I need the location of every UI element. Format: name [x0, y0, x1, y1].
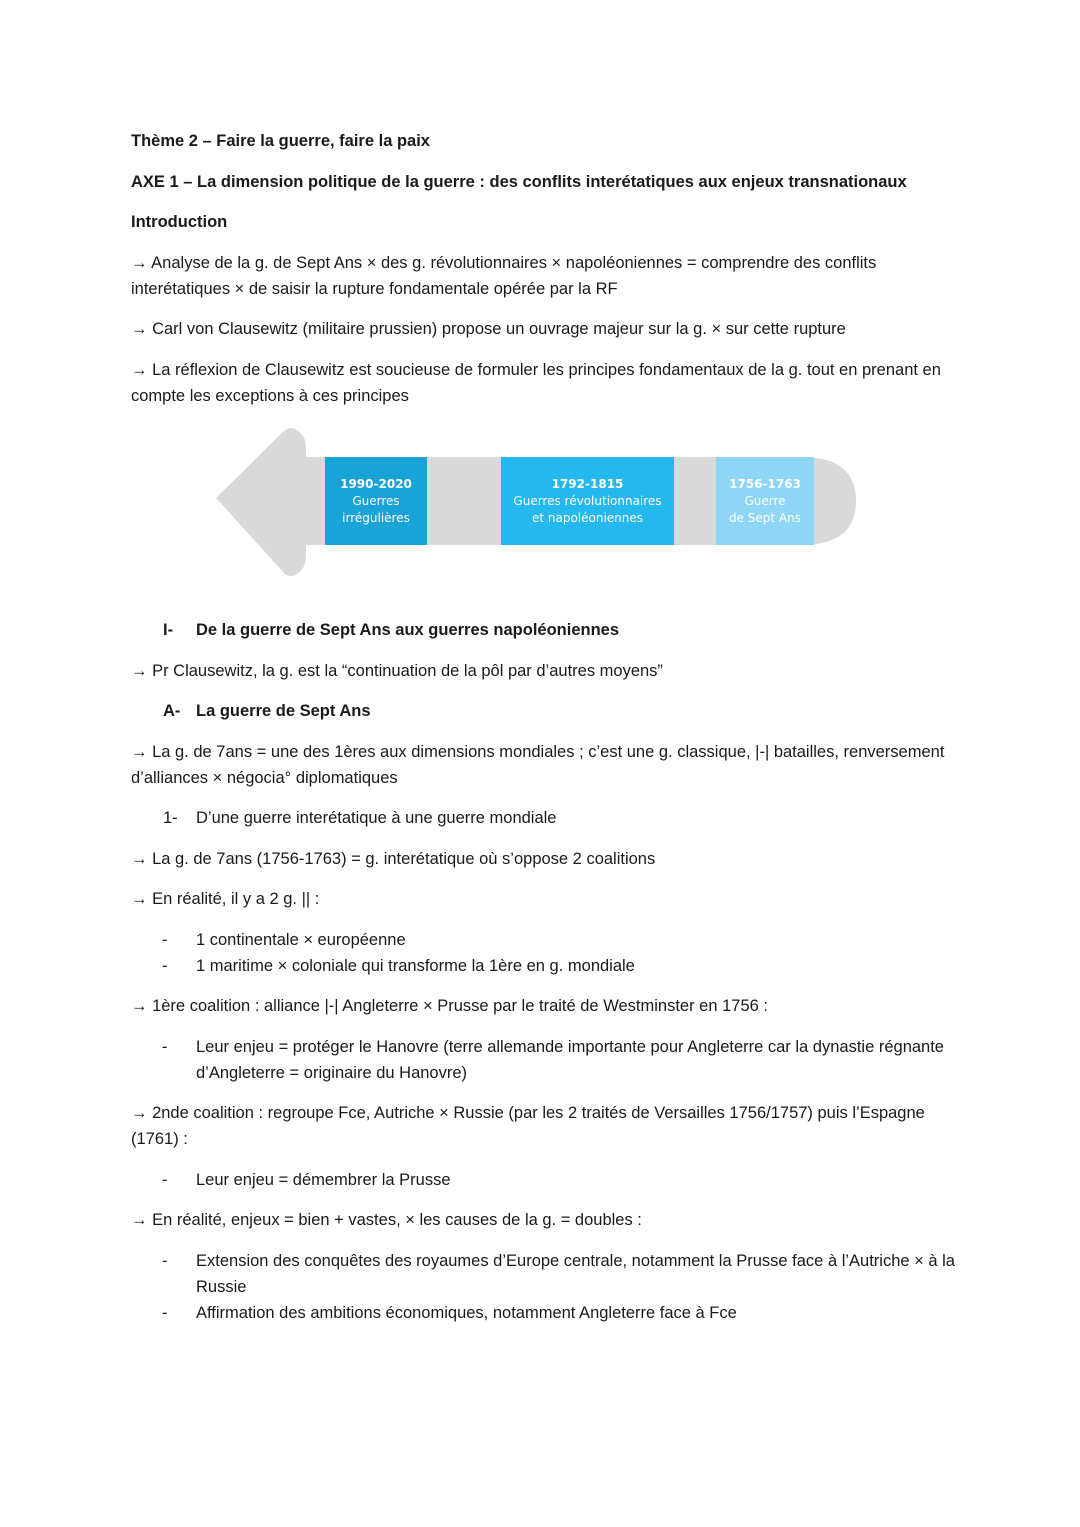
list-item: - Affirmation des ambitions économiques, notamment Angleterre face à Fce: [162, 1303, 737, 1322]
axe-title: AXE 1 – La dimension politique de la guerre : des conflits interétatiques aux enjeux transnationaux: [131, 172, 907, 191]
list-item: - Leur enjeu = démembrer la Prusse: [162, 1170, 451, 1189]
intro-point: → La réflexion de Clausewitz est soucieuse de formuler les principes fondamentaux de la g. tout en prenant en compte les exceptions à ces principes: [131, 360, 941, 405]
section-number: A-: [163, 702, 181, 720]
document-page: [131, 128, 961, 1340]
section-title: D’une guerre interétatique à une guerre mondiale: [196, 809, 557, 827]
intro-title: Introduction: [131, 213, 228, 231]
point-first-coalition: → 1ère coalition : alliance |-| Angleterre × Prusse par le traité de Westminster en 1756 :: [131, 997, 768, 1015]
section-title: La guerre de Sept Ans: [196, 702, 371, 720]
section-point: → La g. de 7ans = une des 1ères aux dimensions mondiales ; c’est une g. classique, |-| batailles, renversement d’alliances × négocia° diplomatiques: [131, 742, 945, 787]
intro-point: → Analyse de la g. de Sept Ans × des g. révolutionnaires × napoléoniennes = comprendre des conflits interétatiques × de saisir la rupture fondamentale opérée par la RF: [131, 253, 877, 298]
two-wars-list: [131, 927, 961, 979]
intro-point: → Carl von Clausewitz (militaire prussien) propose un ouvrage majeur sur la g. × sur cette rupture: [131, 320, 846, 338]
section-heading-1: [163, 617, 961, 643]
point-enjeux: → En réalité, enjeux = bien + vastes, × les causes de la g. = doubles :: [131, 1211, 642, 1229]
list-item: - Extension des conquêtes des royaumes d’Europe centrale, notamment la Prusse face à l’Autriche × à la Russie: [162, 1251, 955, 1296]
point-two-wars: → En réalité, il y a 2 g. || :: [131, 890, 320, 908]
point-coalitions: → La g. de 7ans (1756-1763) = g. interétatique où s’oppose 2 coalitions: [131, 849, 656, 868]
timeline-label: Guerres: [352, 493, 400, 508]
timeline-label: et napoléoniennes: [531, 510, 644, 525]
timeline-segment-1792-1815: [501, 457, 674, 545]
timeline-segment-1756-1763: [716, 457, 814, 545]
section-title: De la guerre de Sept Ans aux guerres napoléoniennes: [196, 621, 620, 639]
timeline-segment-1990-2020: [325, 457, 427, 545]
timeline-years: 1756-1763: [729, 476, 801, 491]
point-second-coalition: → 2nde coalition : regroupe Fce, Autriche × Russie (par les 2 traités de Versailles 1756/1757) puis l’Espagne (1761) :: [131, 1104, 925, 1148]
timeline-label: Guerre: [744, 493, 786, 508]
second-coalition-list: [131, 1167, 961, 1193]
enjeux-list: [131, 1248, 961, 1326]
timeline-label: Guerres révolutionnaires: [513, 493, 662, 508]
theme-title: Thème 2 – Faire la guerre, faire la paix: [131, 132, 430, 150]
section-point: → Pr Clausewitz, la g. est la “continuation de la pôl par d’autres moyens”: [131, 661, 663, 680]
timeline-years: 1990-2020: [340, 476, 412, 491]
list-item: - 1 continentale × européenne: [162, 930, 406, 949]
timeline-graphic: [131, 423, 961, 601]
list-item: - 1 maritime × coloniale qui transforme la 1ère en g. mondiale: [162, 956, 635, 975]
timeline-label: irrégulières: [342, 510, 410, 525]
section-number: 1-: [163, 809, 178, 827]
section-heading-1-sub: [163, 805, 961, 831]
section-number: I-: [163, 621, 174, 639]
first-coalition-list: [131, 1034, 961, 1086]
timeline-years: 1792-1815: [551, 476, 624, 491]
list-item: - Leur enjeu = protéger le Hanovre (terre allemande importante pour Angleterre car la dynastie régnante d’Angleterre = originaire du Hanovre): [162, 1037, 944, 1082]
timeline-label: de Sept Ans: [728, 510, 802, 525]
section-heading-a: [163, 698, 961, 724]
